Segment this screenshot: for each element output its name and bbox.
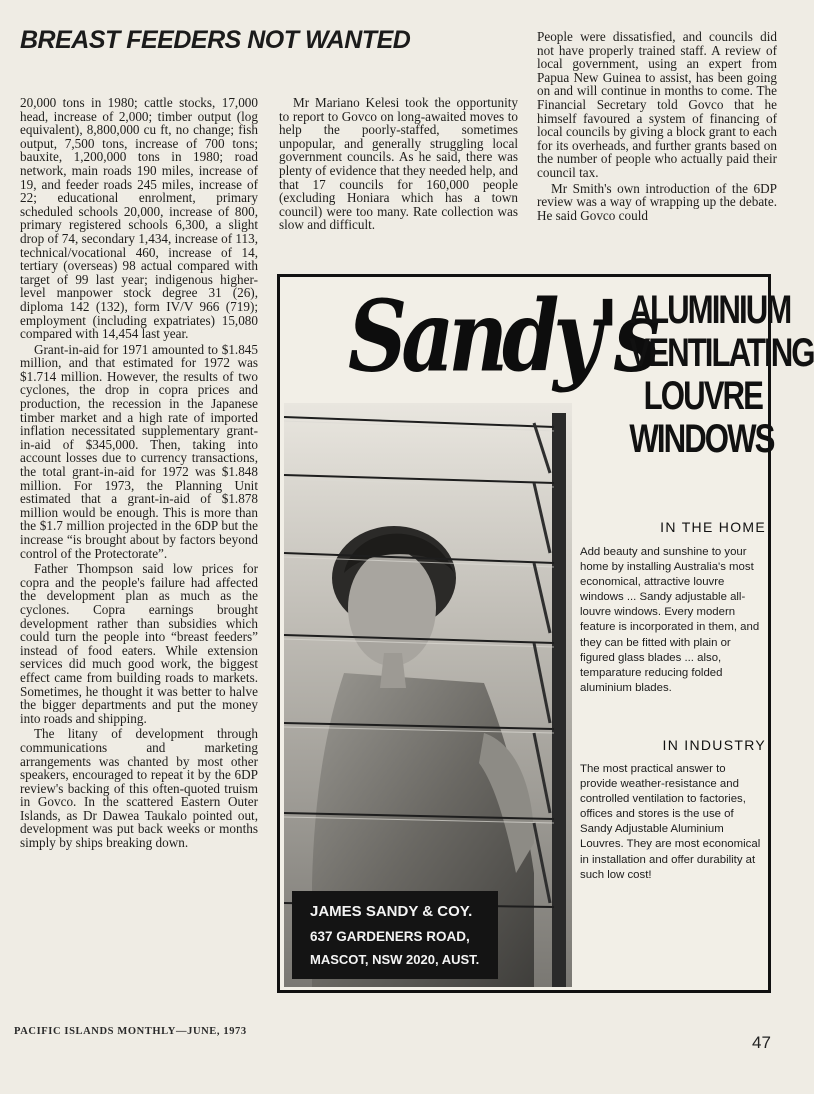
- company-name: JAMES SANDY & COY.: [310, 903, 473, 920]
- company-city: MASCOT, NSW 2020, AUST.: [310, 952, 480, 967]
- paragraph: Mr Smith's own introduction of the 6DP review was a way of wrapping up the debate. He said Govco could: [537, 180, 777, 223]
- company-address-block: [292, 891, 498, 979]
- product-title-line: WINDOWS: [629, 417, 774, 461]
- article-column-2: [279, 96, 518, 234]
- brand-logo: [312, 279, 655, 395]
- paragraph: Grant-in-aid for 1971 amounted to $1.845 million, and that estimated for 1972 was $1.714 million. However, the results of two cyclones, the drop in copra prices and production, the recession in the Japanese timber market and a high rate of imported inflation necessitated supplementary grant-in-aid of $345,000. Then, taking into account losses due to currency transactions, the total grant-in-aid for 1972 was $1.848 million. For 1973, the Planning Unit estimated that a grant-in-aid of $1.878 million would be enough. This is more than the $1.7 million projected in the 6DP but the increase “is brought about by factors beyond control of the Protectorate”.: [20, 341, 258, 561]
- in-the-home-text: Add beauty and sunshine to your home by installing Australia's most economical, attractive louvre windows ... Sandy adjustable all-louvre windows. Every modern feature is incorporated in them, and they can be fitted with plain or figured glass blades ... also, temparature reducing folded aluminium blades.: [580, 546, 760, 694]
- headline: BREAST FEEDERS NOT WANTED: [20, 26, 411, 54]
- article-column-1: [20, 96, 258, 852]
- brand-logo-text: Sandy's: [348, 279, 655, 395]
- advertisement: [277, 274, 814, 993]
- in-the-home-heading: IN THE HOME: [660, 519, 766, 535]
- paragraph: Father Thompson said low prices for copra and the people's failure had affected the development plan as much as the cyclones. Copra earnings brought development rather than subsidies which could turn the people into “breast feeders” instead of food eaters. While extension services did much good work, the biggest effect came from building roads to markets. Sometimes, he thought it was better to halve the bigger departments and put the money into roads and shipping.: [20, 561, 258, 726]
- product-title: [592, 288, 814, 461]
- product-title-line: LOUVRE: [643, 374, 762, 418]
- paragraph: 20,000 tons in 1980; cattle stocks, 17,000 head, increase of 2,000; timber output (log equivalent), 8,800,000 cu ft, no change; fish output, 7,500 tons, increase of 700 tons; bauxite, 1,200,000 tons in 1980; road network, main roads 190 miles, increase of 19, and feeder roads 245 miles, increase of 22; educational enrolment, primary scheduled schools 20,000, increase of 800, primary registered schools 6,300, a slight drop of 74, secondary 1,434, increase of 113, technical/vocational 460, increase of 14, tertiary (overseas) 98 actual compared with target of 99 last year; indigenous higher-level manpower stock degree 31 (26), diploma 142 (132), form IV/V 966 (719); employment (including expatriates) 15,080 compared with 14,454 last year.: [20, 95, 258, 342]
- product-title-line: ALUMINIUM: [629, 288, 791, 332]
- paragraph: The litany of development through communications and marketing arrangements was chanted by most other speakers, encouraged to repeat it by the 6DP review's backing of this often-quoted truism in Govco. In the scattered Eastern Outer Islands, as Dr Dawea Taukalo pointed out, development was put back weeks or months simply by ships breaking down.: [20, 726, 258, 851]
- publication-footer: PACIFIC ISLANDS MONTHLY—JUNE, 1973: [14, 1026, 247, 1037]
- company-street: 637 GARDENERS ROAD,: [310, 929, 470, 944]
- in-industry-text: The most practical answer to provide weather-resistance and controlled ventilation to factories, offices and stores is the use of Sandy Adjustable Aluminium Louvres. They are most economical in installation and offer durability at such low cost!: [580, 763, 761, 881]
- article-column-3: [537, 30, 777, 224]
- product-title-line: VENTILATING: [629, 331, 814, 375]
- in-industry-heading: IN INDUSTRY: [662, 737, 766, 753]
- paragraph: People were dissatisfied, and councils did not have properly trained staff. A review of local government, using an expert from Papua New Guinea to assist, has been going on and will continue in months to come. The Financial Secretary told Govco that he himself favoured a system of financing of local councils by giving a block grant to each for its overheads, and further grants based on the number of people who actually paid their council tax.: [537, 29, 777, 180]
- page-number: 47: [752, 1033, 771, 1052]
- paragraph: Mr Mariano Kelesi took the opportunity to report to Govco on long-awaited moves to help the poorly-staffed, sometimes unpopular, and generally struggling local government councils. As he said, there was plenty of evidence that they needed help, and that 17 councils for 160,000 people (excluding Honiara which has a town council) were too many. Rate collection was slow and difficult.: [279, 95, 518, 233]
